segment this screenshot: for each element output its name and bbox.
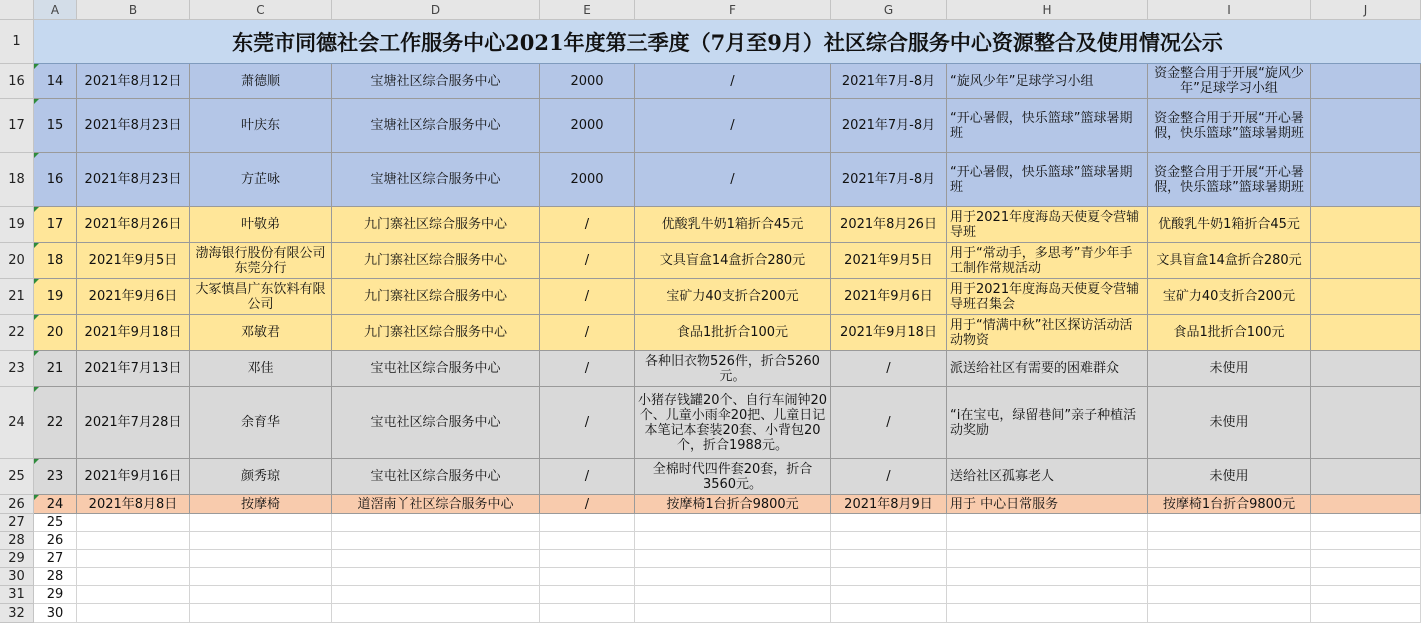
cell-g19[interactable]: 2021年8月26日 <box>831 207 947 243</box>
cell-a27[interactable]: 25 <box>34 514 77 532</box>
cell-h22[interactable]: 用于“情满中秋”社区探访活动活动物资 <box>947 315 1148 351</box>
cell-b29[interactable] <box>77 550 190 568</box>
column-header-f[interactable]: F <box>635 0 831 20</box>
cell-i24[interactable]: 未使用 <box>1148 387 1311 459</box>
cell-c16[interactable]: 萧德顺 <box>190 64 332 99</box>
cell-h20[interactable]: 用于“常动手，多思考”青少年手工制作常规活动 <box>947 243 1148 279</box>
cell-e16[interactable]: 2000 <box>540 64 635 99</box>
row-header-24[interactable]: 24 <box>0 387 34 459</box>
cell-f29[interactable] <box>635 550 831 568</box>
cell-d22[interactable]: 九门寨社区综合服务中心 <box>332 315 540 351</box>
cell-a24[interactable]: 22 <box>34 387 77 459</box>
cell-a29[interactable]: 27 <box>34 550 77 568</box>
cell-i16[interactable]: 资金整合用于开展“旋风少年”足球学习小组 <box>1148 64 1311 99</box>
cell-a30[interactable]: 28 <box>34 568 77 586</box>
cell-i29[interactable] <box>1148 550 1311 568</box>
cell-c28[interactable] <box>190 532 332 550</box>
cell-c30[interactable] <box>190 568 332 586</box>
row-header-30[interactable]: 30 <box>0 568 34 586</box>
cell-f17[interactable]: / <box>635 99 831 153</box>
error-indicator-icon <box>34 207 39 212</box>
cell-c18[interactable]: 方芷咏 <box>190 153 332 207</box>
cell-e27[interactable] <box>540 514 635 532</box>
cell-j28[interactable] <box>1311 532 1421 550</box>
cell-j16[interactable] <box>1311 64 1421 99</box>
cell-h21[interactable]: 用于2021年度海岛天使夏令营辅导班召集会 <box>947 279 1148 315</box>
row-header-19[interactable]: 19 <box>0 207 34 243</box>
cell-e23[interactable]: / <box>540 351 635 387</box>
cell-j19[interactable] <box>1311 207 1421 243</box>
cell-h31[interactable] <box>947 586 1148 604</box>
column-header-d[interactable]: D <box>332 0 540 20</box>
cell-i22[interactable]: 食品1批折合100元 <box>1148 315 1311 351</box>
cell-b30[interactable] <box>77 568 190 586</box>
error-indicator-icon <box>34 243 39 248</box>
cell-j22[interactable] <box>1311 315 1421 351</box>
column-header-j[interactable]: J <box>1311 0 1421 20</box>
cell-d17[interactable]: 宝塘社区综合服务中心 <box>332 99 540 153</box>
row-header-25[interactable]: 25 <box>0 459 34 495</box>
cell-c19[interactable]: 叶敬弟 <box>190 207 332 243</box>
cell-i31[interactable] <box>1148 586 1311 604</box>
row-header-23[interactable]: 23 <box>0 351 34 387</box>
cell-j26[interactable] <box>1311 495 1421 514</box>
cell-h19[interactable]: 用于2021年度海岛天使夏令营辅导班 <box>947 207 1148 243</box>
cell-f21[interactable]: 宝矿力40支折合200元 <box>635 279 831 315</box>
cell-g21[interactable]: 2021年9月6日 <box>831 279 947 315</box>
row-header-31[interactable]: 31 <box>0 586 34 604</box>
cell-j17[interactable] <box>1311 99 1421 153</box>
cell-b16[interactable]: 2021年8月12日 <box>77 64 190 99</box>
cell-c32[interactable] <box>190 604 332 623</box>
cell-c25[interactable]: 颜秀琼 <box>190 459 332 495</box>
cell-i26[interactable]: 按摩椅1台折合9800元 <box>1148 495 1311 514</box>
cell-h17[interactable]: “开心暑假，快乐篮球”篮球暑期班 <box>947 99 1148 153</box>
cell-h32[interactable] <box>947 604 1148 623</box>
cell-a26[interactable]: 24 <box>34 495 77 514</box>
cell-a22[interactable]: 20 <box>34 315 77 351</box>
error-indicator-icon <box>34 459 39 464</box>
cell-b20[interactable]: 2021年9月5日 <box>77 243 190 279</box>
cell-a32[interactable]: 30 <box>34 604 77 623</box>
cell-g28[interactable] <box>831 532 947 550</box>
cell-f19[interactable]: 优酸乳牛奶1箱折合45元 <box>635 207 831 243</box>
cell-g26[interactable]: 2021年8月9日 <box>831 495 947 514</box>
cell-c26[interactable]: 按摩椅 <box>190 495 332 514</box>
cell-h30[interactable] <box>947 568 1148 586</box>
cell-d16[interactable]: 宝塘社区综合服务中心 <box>332 64 540 99</box>
column-header-c[interactable]: C <box>190 0 332 20</box>
row-header-29[interactable]: 29 <box>0 550 34 568</box>
row-header-27[interactable]: 27 <box>0 514 34 532</box>
cell-j21[interactable] <box>1311 279 1421 315</box>
cell-e28[interactable] <box>540 532 635 550</box>
cell-c21[interactable]: 大冢慎昌广东饮料有限公司 <box>190 279 332 315</box>
row-header-18[interactable]: 18 <box>0 153 34 207</box>
cell-g20[interactable]: 2021年9月5日 <box>831 243 947 279</box>
cell-g32[interactable] <box>831 604 947 623</box>
cell-b18[interactable]: 2021年8月23日 <box>77 153 190 207</box>
cell-a21[interactable]: 19 <box>34 279 77 315</box>
row-header-20[interactable]: 20 <box>0 243 34 279</box>
cell-d30[interactable] <box>332 568 540 586</box>
cell-d29[interactable] <box>332 550 540 568</box>
cell-c17[interactable]: 叶庆东 <box>190 99 332 153</box>
cell-d21[interactable]: 九门寨社区综合服务中心 <box>332 279 540 315</box>
cell-e32[interactable] <box>540 604 635 623</box>
cell-h26[interactable]: 用于 中心日常服务 <box>947 495 1148 514</box>
cell-i32[interactable] <box>1148 604 1311 623</box>
cell-i18[interactable]: 资金整合用于开展“开心暑假，快乐篮球”篮球暑期班 <box>1148 153 1311 207</box>
cell-h18[interactable]: “开心暑假，快乐篮球”篮球暑期班 <box>947 153 1148 207</box>
cell-b24[interactable]: 2021年7月28日 <box>77 387 190 459</box>
cell-f18[interactable]: / <box>635 153 831 207</box>
cell-c23[interactable]: 邓佳 <box>190 351 332 387</box>
cell-e31[interactable] <box>540 586 635 604</box>
cell-d25[interactable]: 宝屯社区综合服务中心 <box>332 459 540 495</box>
cell-f30[interactable] <box>635 568 831 586</box>
cell-d32[interactable] <box>332 604 540 623</box>
error-indicator-icon <box>34 315 39 320</box>
cell-h29[interactable] <box>947 550 1148 568</box>
cell-j27[interactable] <box>1311 514 1421 532</box>
cell-e29[interactable] <box>540 550 635 568</box>
cell-e21[interactable]: / <box>540 279 635 315</box>
error-indicator-icon <box>34 351 39 356</box>
cell-b19[interactable]: 2021年8月26日 <box>77 207 190 243</box>
cell-f24[interactable]: 小猪存钱罐20个、自行车闹钟20个、儿童小雨伞20把、儿童日记本笔记本套装20套、小背包20个，折合1988元。 <box>635 387 831 459</box>
select-all-corner[interactable] <box>0 0 34 20</box>
cell-i28[interactable] <box>1148 532 1311 550</box>
cell-d31[interactable] <box>332 586 540 604</box>
cell-b26[interactable]: 2021年8月8日 <box>77 495 190 514</box>
column-header-h[interactable]: H <box>947 0 1148 20</box>
error-indicator-icon <box>34 495 39 500</box>
cell-e26[interactable]: / <box>540 495 635 514</box>
column-header-g[interactable]: G <box>831 0 947 20</box>
cell-c20[interactable]: 渤海银行股份有限公司东莞分行 <box>190 243 332 279</box>
cell-g29[interactable] <box>831 550 947 568</box>
cell-f28[interactable] <box>635 532 831 550</box>
column-header-b[interactable]: B <box>77 0 190 20</box>
cell-d18[interactable]: 宝塘社区综合服务中心 <box>332 153 540 207</box>
cell-a28[interactable]: 26 <box>34 532 77 550</box>
cell-i19[interactable]: 优酸乳牛奶1箱折合45元 <box>1148 207 1311 243</box>
cell-j30[interactable] <box>1311 568 1421 586</box>
cell-c27[interactable] <box>190 514 332 532</box>
row-header-28[interactable]: 28 <box>0 532 34 550</box>
cell-b23[interactable]: 2021年7月13日 <box>77 351 190 387</box>
cell-a31[interactable]: 29 <box>34 586 77 604</box>
cell-f27[interactable] <box>635 514 831 532</box>
row-header-21[interactable]: 21 <box>0 279 34 315</box>
cell-b22[interactable]: 2021年9月18日 <box>77 315 190 351</box>
cell-d28[interactable] <box>332 532 540 550</box>
cell-f20[interactable]: 文具盲盒14盒折合280元 <box>635 243 831 279</box>
cell-i27[interactable] <box>1148 514 1311 532</box>
cell-h25[interactable]: 送给社区孤寡老人 <box>947 459 1148 495</box>
cell-h16[interactable]: “旋风少年”足球学习小组 <box>947 64 1148 99</box>
cell-a20[interactable]: 18 <box>34 243 77 279</box>
cell-d20[interactable]: 九门寨社区综合服务中心 <box>332 243 540 279</box>
row-header-16[interactable]: 16 <box>0 64 34 99</box>
row-header-22[interactable]: 22 <box>0 315 34 351</box>
cell-f26[interactable]: 按摩椅1台折合9800元 <box>635 495 831 514</box>
cell-d23[interactable]: 宝屯社区综合服务中心 <box>332 351 540 387</box>
cell-a16[interactable]: 14 <box>34 64 77 99</box>
cell-f25[interactable]: 全棉时代四件套20套，折合3560元。 <box>635 459 831 495</box>
cell-d26[interactable]: 道滘南丫社区综合服务中心 <box>332 495 540 514</box>
cell-b27[interactable] <box>77 514 190 532</box>
cell-e19[interactable]: / <box>540 207 635 243</box>
error-indicator-icon <box>34 153 39 158</box>
cell-g18[interactable]: 2021年7月-8月 <box>831 153 947 207</box>
cell-i25[interactable]: 未使用 <box>1148 459 1311 495</box>
cell-i21[interactable]: 宝矿力40支折合200元 <box>1148 279 1311 315</box>
row-header-17[interactable]: 17 <box>0 99 34 153</box>
column-header-i[interactable]: I <box>1148 0 1311 20</box>
cell-j18[interactable] <box>1311 153 1421 207</box>
cell-g23[interactable]: / <box>831 351 947 387</box>
cell-g22[interactable]: 2021年9月18日 <box>831 315 947 351</box>
cell-b25[interactable]: 2021年9月16日 <box>77 459 190 495</box>
cell-e17[interactable]: 2000 <box>540 99 635 153</box>
cell-b31[interactable] <box>77 586 190 604</box>
cell-f22[interactable]: 食品1批折合100元 <box>635 315 831 351</box>
cell-i30[interactable] <box>1148 568 1311 586</box>
cell-f23[interactable]: 各种旧衣物526件，折合5260元。 <box>635 351 831 387</box>
cell-g16[interactable]: 2021年7月-8月 <box>831 64 947 99</box>
cell-b28[interactable] <box>77 532 190 550</box>
cell-g24[interactable]: / <box>831 387 947 459</box>
cell-f16[interactable]: / <box>635 64 831 99</box>
cell-c29[interactable] <box>190 550 332 568</box>
cell-j24[interactable] <box>1311 387 1421 459</box>
cell-b21[interactable]: 2021年9月6日 <box>77 279 190 315</box>
sheet-title-cell[interactable]: 东莞市同德社会工作服务中心2021年度第三季度（7月至9月）社区综合服务中心资源整合及使用情况公示 <box>34 20 1421 64</box>
cell-j29[interactable] <box>1311 550 1421 568</box>
cell-a17[interactable]: 15 <box>34 99 77 153</box>
cell-b17[interactable]: 2021年8月23日 <box>77 99 190 153</box>
cell-f31[interactable] <box>635 586 831 604</box>
cell-a18[interactable]: 16 <box>34 153 77 207</box>
cell-j25[interactable] <box>1311 459 1421 495</box>
cell-e20[interactable]: / <box>540 243 635 279</box>
error-indicator-icon <box>34 279 39 284</box>
cell-h23[interactable]: 派送给社区有需要的困难群众 <box>947 351 1148 387</box>
cell-c22[interactable]: 邓敏君 <box>190 315 332 351</box>
cell-g31[interactable] <box>831 586 947 604</box>
cell-h28[interactable] <box>947 532 1148 550</box>
cell-a23[interactable]: 21 <box>34 351 77 387</box>
cell-e24[interactable]: / <box>540 387 635 459</box>
cell-i23[interactable]: 未使用 <box>1148 351 1311 387</box>
cell-f32[interactable] <box>635 604 831 623</box>
cell-d27[interactable] <box>332 514 540 532</box>
error-indicator-icon <box>34 64 39 69</box>
cell-g17[interactable]: 2021年7月-8月 <box>831 99 947 153</box>
cell-g30[interactable] <box>831 568 947 586</box>
row-header-1[interactable]: 1 <box>0 20 34 64</box>
cell-d19[interactable]: 九门寨社区综合服务中心 <box>332 207 540 243</box>
cell-e30[interactable] <box>540 568 635 586</box>
cell-i17[interactable]: 资金整合用于开展“开心暑假，快乐篮球”篮球暑期班 <box>1148 99 1311 153</box>
error-indicator-icon <box>34 99 39 104</box>
row-header-26[interactable]: 26 <box>0 495 34 514</box>
cell-i20[interactable]: 文具盲盒14盒折合280元 <box>1148 243 1311 279</box>
cell-c31[interactable] <box>190 586 332 604</box>
cell-e25[interactable]: / <box>540 459 635 495</box>
cell-j20[interactable] <box>1311 243 1421 279</box>
cell-d24[interactable]: 宝屯社区综合服务中心 <box>332 387 540 459</box>
cell-a25[interactable]: 23 <box>34 459 77 495</box>
cell-j23[interactable] <box>1311 351 1421 387</box>
cell-e18[interactable]: 2000 <box>540 153 635 207</box>
cell-j32[interactable] <box>1311 604 1421 623</box>
column-header-a[interactable]: A <box>34 0 77 20</box>
cell-j31[interactable] <box>1311 586 1421 604</box>
cell-g27[interactable] <box>831 514 947 532</box>
cell-h24[interactable]: “i在宝屯，绿留巷间”亲子种植活动奖励 <box>947 387 1148 459</box>
cell-b32[interactable] <box>77 604 190 623</box>
cell-g25[interactable]: / <box>831 459 947 495</box>
cell-e22[interactable]: / <box>540 315 635 351</box>
cell-c24[interactable]: 余育华 <box>190 387 332 459</box>
column-header-e[interactable]: E <box>540 0 635 20</box>
cell-a19[interactable]: 17 <box>34 207 77 243</box>
error-indicator-icon <box>34 387 39 392</box>
cell-h27[interactable] <box>947 514 1148 532</box>
row-header-32[interactable]: 32 <box>0 604 34 623</box>
